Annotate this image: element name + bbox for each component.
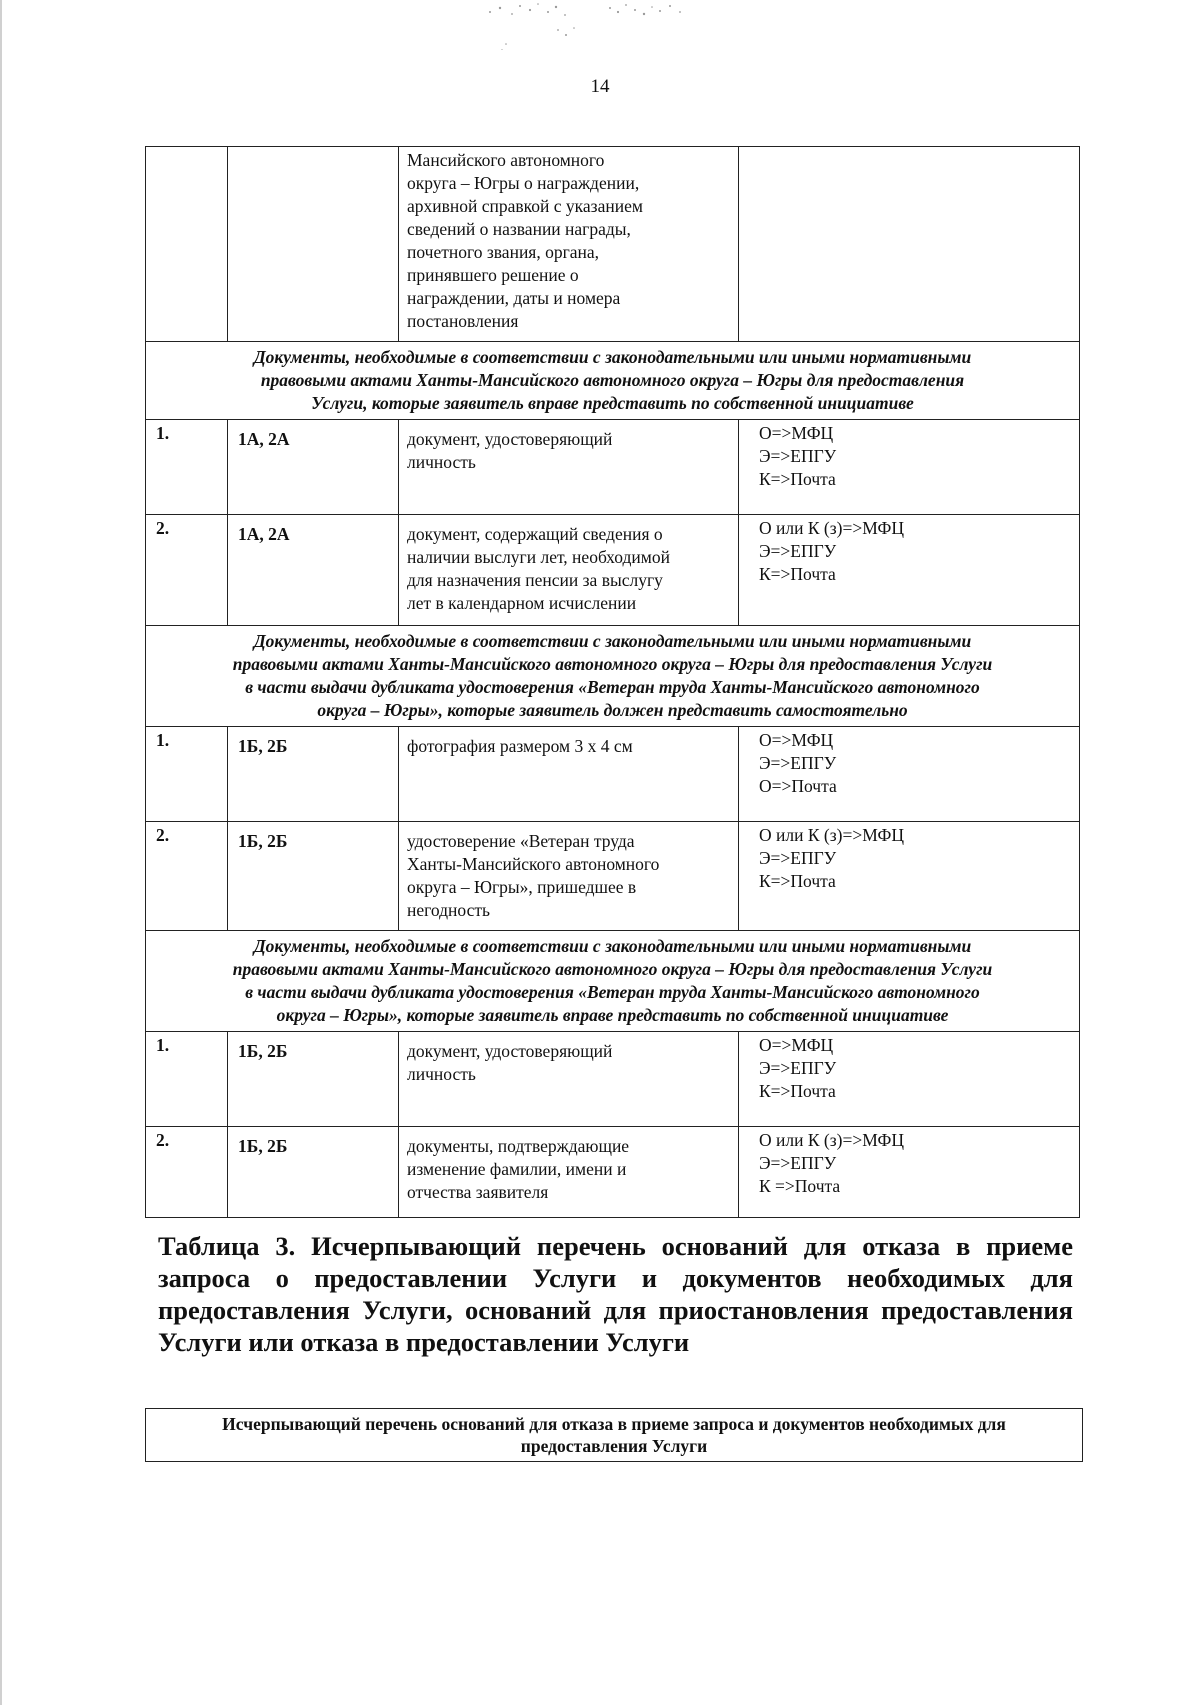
doc-line: документ, содержащий сведения о	[407, 524, 663, 544]
table3-title: Таблица 3. Исчерпывающий перечень оснований для отказа в приеме запроса о предоставлении Услуги и документов необходимых для предоставления Услуги, оснований для приостановления предоставления Услуги или отказа в предоставлении Услуги	[158, 1231, 1073, 1357]
doc-line: сведений о названии награды,	[407, 219, 631, 239]
code-cell: 1Б, 2Б	[228, 1127, 399, 1218]
doc-line: личность	[407, 1064, 476, 1084]
table-row	[146, 420, 1080, 515]
num-cell	[146, 147, 228, 342]
channel-line: Э=>ЕПГУ	[759, 753, 837, 773]
doc-line: документ, удостоверяющий	[407, 429, 613, 449]
section-header-line: правовыми актами Ханты-Мансийского автономного округа – Югры для предоставления Услуги	[232, 654, 993, 674]
code-cell: 1А, 2А	[228, 515, 399, 626]
section-header	[146, 342, 1080, 420]
doc-line: для назначения пенсии за выслугу	[407, 570, 663, 590]
code-cell: 1Б, 2Б	[228, 727, 399, 822]
doc-line: округа – Югры о награждении,	[407, 173, 640, 193]
doc-line: награждении, даты и номера	[407, 288, 621, 308]
document-cell	[399, 822, 739, 931]
channel-line: Э=>ЕПГУ	[759, 1058, 837, 1078]
doc-line: округа – Югры», пришедшее в	[407, 877, 637, 897]
scan-noise	[460, 0, 760, 50]
num-cell: 1.	[146, 727, 228, 822]
num-cell: 2.	[146, 1127, 228, 1218]
table-row	[146, 515, 1080, 626]
doc-line: отчества заявителя	[407, 1182, 549, 1202]
num-cell: 1.	[146, 1032, 228, 1127]
channel-line: К =>Почта	[759, 1176, 841, 1196]
scan-edge	[0, 0, 2, 1705]
table3-header-line: предоставления Услуги	[520, 1436, 708, 1456]
section-header-line: Услуги, которые заявитель вправе представить по собственной инициативе	[311, 393, 914, 413]
section-header-line: Документы, необходимые в соответствии с законодательными или иными нормативными	[253, 631, 972, 651]
section-header-line: правовыми актами Ханты-Мансийского автономного округа – Югры для предоставления Услуги	[232, 959, 993, 979]
doc-line: фотография размером 3 х 4 см	[407, 736, 633, 756]
channel-line: О=>Почта	[759, 776, 837, 796]
channels-cell	[739, 515, 1080, 626]
section-header-line: правовыми актами Ханты-Мансийского автономного округа – Югры для предоставления	[260, 370, 965, 390]
doc-line: документ, удостоверяющий	[407, 1041, 613, 1061]
document-cell	[399, 1032, 739, 1127]
table-row	[146, 822, 1080, 931]
table3-header	[146, 1409, 1083, 1462]
section-header-row	[146, 626, 1080, 727]
doc-line: принявшего решение о	[407, 265, 579, 285]
channel-line: К=>Почта	[759, 469, 836, 489]
documents-table	[145, 146, 1080, 1218]
code-cell	[228, 147, 399, 342]
document-cell	[399, 147, 739, 342]
doc-line: изменение фамилии, имени и	[407, 1159, 627, 1179]
num-cell: 2.	[146, 515, 228, 626]
channel-line: О или К (з)=>МФЦ	[759, 1130, 904, 1150]
num-cell: 2.	[146, 822, 228, 931]
channels-cell	[739, 1127, 1080, 1218]
channel-line: О=>МФЦ	[759, 730, 834, 750]
doc-line: лет в календарном исчислении	[407, 593, 637, 613]
num-cell: 1.	[146, 420, 228, 515]
channel-line: О=>МФЦ	[759, 1035, 834, 1055]
section-header-line: округа – Югры», которые заявитель вправе представить по собственной инициативе	[276, 1005, 949, 1025]
table3	[145, 1408, 1083, 1462]
document-cell	[399, 727, 739, 822]
doc-line: постановления	[407, 311, 519, 331]
channels-cell	[739, 822, 1080, 931]
code-cell: 1Б, 2Б	[228, 822, 399, 931]
doc-line: архивной справкой с указанием	[407, 196, 643, 216]
table3-header-line: Исчерпывающий перечень оснований для отказа в приеме запроса и документов необходимых для	[222, 1414, 1006, 1434]
doc-line: личность	[407, 452, 476, 472]
table-row	[146, 1127, 1080, 1218]
code-cell: 1Б, 2Б	[228, 1032, 399, 1127]
section-header-row	[146, 931, 1080, 1032]
channel-line: О или К (з)=>МФЦ	[759, 518, 904, 538]
channel-line: К=>Почта	[759, 871, 836, 891]
document-cell	[399, 1127, 739, 1218]
channels-cell	[739, 147, 1080, 342]
channels-cell	[739, 1032, 1080, 1127]
channels-cell	[739, 727, 1080, 822]
section-header-line: Документы, необходимые в соответствии с законодательными или иными нормативными	[253, 936, 972, 956]
channel-line: Э=>ЕПГУ	[759, 848, 837, 868]
page-number: 14	[590, 76, 610, 97]
table-row	[146, 1032, 1080, 1127]
channel-line: К=>Почта	[759, 1081, 836, 1101]
channel-line: О=>МФЦ	[759, 423, 834, 443]
section-header	[146, 626, 1080, 727]
doc-line: Мансийского автономного	[407, 150, 605, 170]
section-header-row	[146, 342, 1080, 420]
table3-header-row	[146, 1409, 1083, 1462]
section-header-line: округа – Югры», которые заявитель должен представить самостоятельно	[317, 700, 908, 720]
section-header	[146, 931, 1080, 1032]
section-header-line: Документы, необходимые в соответствии с законодательными или иными нормативными	[253, 347, 972, 367]
doc-line: Ханты-Мансийского автономного	[407, 854, 660, 874]
section-header-line: в части выдачи дубликата удостоверения «Ветеран труда Ханты-Мансийского автономного	[245, 677, 980, 697]
section-header-line: в части выдачи дубликата удостоверения «Ветеран труда Ханты-Мансийского автономного	[245, 982, 980, 1002]
channel-line: Э=>ЕПГУ	[759, 446, 837, 466]
code-cell: 1А, 2А	[228, 420, 399, 515]
channel-line: К=>Почта	[759, 564, 836, 584]
channel-line: О или К (з)=>МФЦ	[759, 825, 904, 845]
doc-line: документы, подтверждающие	[407, 1136, 630, 1156]
channel-line: Э=>ЕПГУ	[759, 1153, 837, 1173]
document-cell	[399, 420, 739, 515]
doc-line: негодность	[407, 900, 490, 920]
channels-cell	[739, 420, 1080, 515]
table-row	[146, 147, 1080, 342]
doc-line: наличии выслуги лет, необходимой	[407, 547, 670, 567]
channel-line: Э=>ЕПГУ	[759, 541, 837, 561]
table-row	[146, 727, 1080, 822]
doc-line: почетного звания, органа,	[407, 242, 600, 262]
document-cell	[399, 515, 739, 626]
doc-line: удостоверение «Ветеран труда	[407, 831, 635, 851]
